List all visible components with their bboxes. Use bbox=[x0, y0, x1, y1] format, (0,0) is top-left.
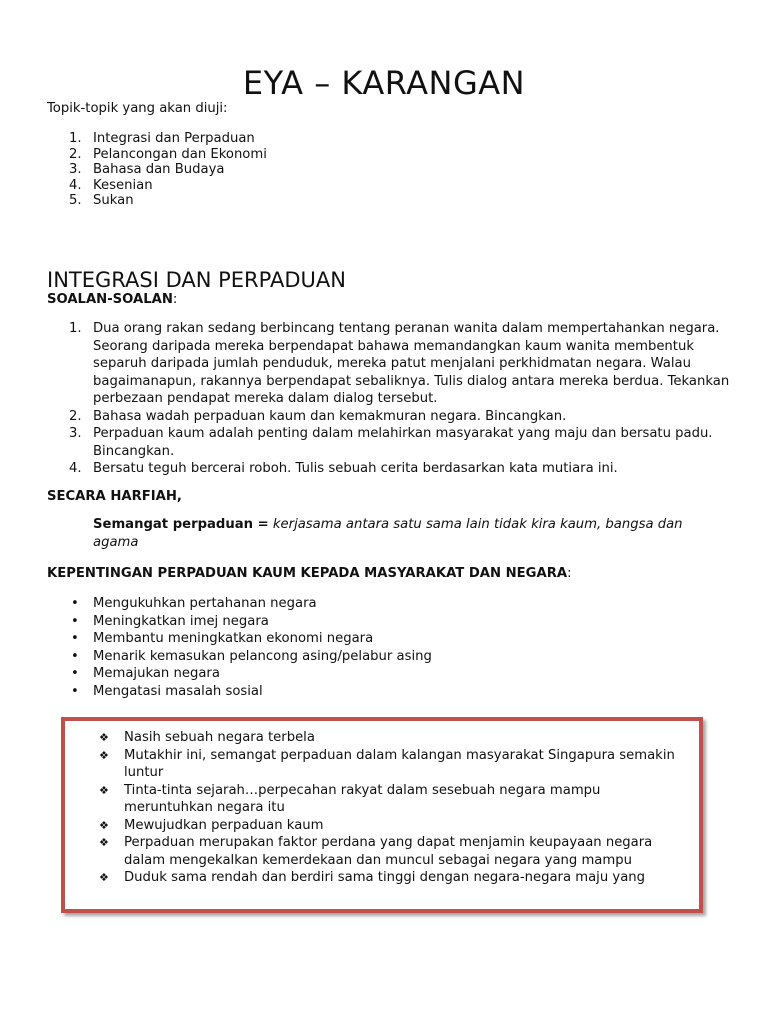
definition-meaning: kerjasama antara satu sama lain tidak kira kaum, bangsa dan agama bbox=[93, 517, 683, 550]
diamond-bullet-icon: ❖ bbox=[99, 731, 109, 744]
importance-list bbox=[47, 595, 432, 700]
list-item-text: Mutakhir ini, semangat perpaduan dalam kalangan masyarakat Singapura semakin luntur bbox=[124, 747, 675, 780]
list-item-text: Integrasi dan Perpaduan bbox=[93, 131, 255, 146]
list-item bbox=[99, 729, 689, 747]
topics-intro: Topik-topik yang akan diuji: bbox=[47, 101, 228, 116]
list-item bbox=[47, 147, 267, 163]
list-item-text: Memajukan negara bbox=[93, 666, 220, 681]
list-item bbox=[99, 747, 689, 782]
list-item bbox=[47, 178, 267, 194]
bullet-icon: • bbox=[71, 648, 79, 664]
list-item-text: Kesenian bbox=[93, 177, 153, 193]
list-number: 3. bbox=[69, 426, 82, 441]
diamond-bullet-icon: ❖ bbox=[99, 818, 109, 832]
section-heading: INTEGRASI DAN PERPADUAN bbox=[47, 268, 346, 293]
list-item bbox=[47, 193, 267, 209]
list-item-text: Mewujudkan perpaduan kaum bbox=[124, 817, 324, 833]
list-item-text: Duduk sama rendah dan berdiri sama tinggi dengan negara-negara maju yang bbox=[124, 870, 646, 885]
definition-block bbox=[93, 516, 713, 552]
list-item-text: Dua orang rakan sedang berbincang tentang peranan wanita dalam mempertahankan negara. Seorang daripada mereka berpendapat bahawa memandangkan kaum wanita membentuk separuh daripada jumlah penduduk, mereka patut menjalani perkhidmatan negara. Walau bagaimanapun, rakannya berpendapat sebaliknya. Tulis dialog antara mereka berdua. Tekankan perbezaan pendapat mereka dalam dialog tersebut. bbox=[93, 321, 730, 406]
list-item bbox=[47, 613, 432, 631]
list-item-text: Sukan bbox=[93, 193, 134, 208]
list-number: 5. bbox=[69, 193, 82, 208]
list-item-text: Membantu meningkatkan ekonomi negara bbox=[93, 631, 374, 646]
list-number: 2. bbox=[69, 408, 82, 424]
list-item bbox=[47, 131, 267, 147]
list-number: 3. bbox=[69, 162, 82, 177]
importance-heading bbox=[47, 565, 572, 583]
literal-heading: SECARA HARFIAH, bbox=[47, 489, 182, 504]
list-item-text: Bahasa wadah perpaduan kaum dan kemakmuran negara. Bincangkan. bbox=[93, 408, 567, 424]
list-item bbox=[99, 834, 689, 869]
list-item bbox=[47, 665, 432, 683]
questions-heading bbox=[47, 291, 177, 309]
diamond-bullet-icon: ❖ bbox=[99, 836, 109, 849]
list-item bbox=[47, 595, 432, 613]
list-item-text: Menarik kemasukan pelancong asing/pelabur asing bbox=[93, 648, 432, 664]
list-item-text: Tinta-tinta sejarah…perpecahan rakyat dalam sesebuah negara mampu meruntuhkan negara itu bbox=[124, 782, 601, 815]
list-item-text: Bahasa dan Budaya bbox=[93, 162, 225, 177]
list-item bbox=[47, 648, 432, 666]
list-item-text: Meningkatkan imej negara bbox=[93, 613, 269, 629]
bullet-icon: • bbox=[71, 683, 79, 699]
bullet-icon: • bbox=[71, 631, 79, 646]
list-item bbox=[47, 162, 267, 178]
definition-term: Semangat perpaduan = bbox=[93, 517, 269, 532]
questions-list bbox=[47, 320, 737, 478]
list-item bbox=[99, 869, 689, 887]
topics-list bbox=[47, 131, 267, 209]
diamond-bullet-icon: ❖ bbox=[99, 748, 109, 762]
diamond-bullet-icon: ❖ bbox=[99, 783, 109, 797]
importance-label: KEPENTINGAN PERPADUAN KAUM KEPADA MASYARAKAT DAN NEGARA bbox=[47, 566, 568, 581]
callout-box bbox=[61, 717, 703, 913]
callout-list bbox=[99, 729, 689, 887]
list-number: 4. bbox=[69, 461, 82, 476]
bullet-icon: • bbox=[71, 596, 79, 611]
list-item bbox=[47, 683, 432, 701]
list-number: 4. bbox=[69, 177, 82, 193]
list-item bbox=[47, 630, 432, 648]
list-item-text: Mengukuhkan pertahanan negara bbox=[93, 596, 317, 611]
list-item bbox=[99, 782, 689, 817]
questions-label: SOALAN-SOALAN bbox=[47, 292, 173, 307]
list-number: 2. bbox=[69, 146, 82, 162]
list-item-text: Perpaduan merupakan faktor perdana yang dapat menjamin keupayaan negara dalam mengekalkan kemerdekaan dan muncul sebagai negara yang mampu bbox=[124, 835, 653, 868]
list-item-text: Pelancongan dan Ekonomi bbox=[93, 146, 267, 162]
list-item-text: Mengatasi masalah sosial bbox=[93, 683, 263, 699]
questions-colon: : bbox=[172, 292, 178, 307]
list-item bbox=[99, 817, 689, 835]
list-item bbox=[47, 425, 737, 460]
bullet-icon: • bbox=[71, 666, 79, 681]
list-item-text: Nasih sebuah negara terbela bbox=[124, 730, 315, 745]
list-item bbox=[47, 460, 737, 478]
list-item bbox=[47, 408, 737, 426]
list-item-text: Bersatu teguh bercerai roboh. Tulis sebuah cerita berdasarkan kata mutiara ini. bbox=[93, 461, 618, 476]
list-item-text: Perpaduan kaum adalah penting dalam melahirkan masyarakat yang maju dan bersatu padu. Bincangkan. bbox=[93, 426, 713, 459]
list-number: 1. bbox=[69, 321, 82, 336]
importance-colon: : bbox=[567, 566, 572, 581]
bullet-icon: • bbox=[71, 613, 79, 629]
list-item bbox=[47, 320, 737, 408]
diamond-bullet-icon: ❖ bbox=[99, 871, 109, 884]
document-title: EYA – KARANGAN bbox=[242, 64, 526, 103]
list-number: 1. bbox=[69, 131, 82, 146]
